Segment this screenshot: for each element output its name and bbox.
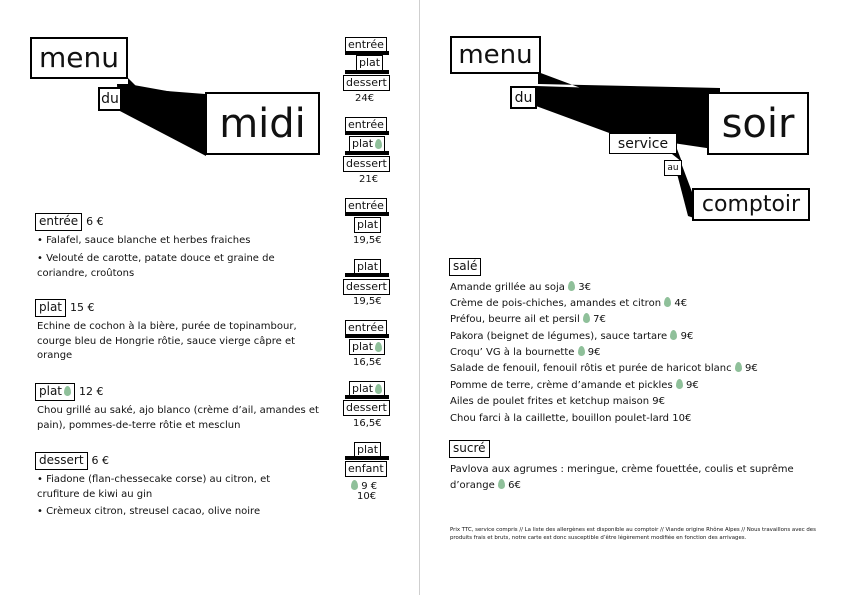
formula-6-dessert: dessert (343, 400, 390, 416)
leaf-icon (676, 379, 683, 389)
leaf-icon (735, 362, 742, 372)
title-soir-word: soir (707, 92, 809, 155)
section-entree-label: entrée (35, 213, 82, 231)
section-sale-label: salé (449, 258, 481, 276)
sale-item-7: Pomme de terre, crème d’amande et pickles 9€ (450, 380, 699, 391)
title-du-word: du (98, 87, 122, 111)
title-comptoir-word: comptoir (692, 188, 810, 221)
section-plat-price: 15 € (70, 301, 95, 315)
leaf-icon (664, 297, 671, 307)
formula-2-entree: entrée (345, 117, 387, 133)
formula-5-entree: entrée (345, 320, 387, 336)
leaf-icon (498, 479, 505, 489)
section-dessert-price: 6 € (91, 454, 110, 468)
leaf-icon (64, 386, 71, 396)
leaf-icon (375, 342, 382, 352)
sale-item-8: Ailes de poulet frites et ketchup maison 9€ (450, 396, 666, 407)
entree-item-1: • Falafel, sauce blanche et herbes fraiches (37, 235, 251, 246)
formula-3-price: 19,5€ (353, 235, 382, 246)
formula-3-plat: plat (354, 217, 381, 233)
title-menu-word: menu (30, 37, 128, 79)
formula-7-enfant: enfant (345, 461, 387, 477)
formula-2-plat-vg: plat (349, 136, 385, 152)
section-plat-vg-header (35, 383, 104, 401)
leaf-icon (568, 281, 575, 291)
leaf-icon (670, 330, 677, 340)
sale-item-2: Crème de pois-chiches, amandes et citron 4€ (450, 298, 688, 309)
section-plat-header (35, 299, 95, 317)
formula-2-dessert: dessert (343, 156, 390, 172)
plat-description: Echine de cochon à la bière, purée de topinambour, courge bleu de Hongrie rôtie, sauce vierge câpre et orange (37, 321, 297, 361)
formula-5-plat-vg: plat (349, 339, 385, 355)
title-service-word: service (609, 133, 677, 154)
formula-7-plat: plat (354, 442, 381, 458)
section-dessert-label: dessert (35, 452, 88, 470)
dessert-item-1: • Fiadone (flan-chessecake corse) au citron, et crufiture de kiwi au gin (37, 474, 271, 500)
title-midi-word: midi (205, 92, 320, 155)
sucre-item-line-1: Pavlova aux agrumes : meringue, crème fouettée, coulis et suprême (450, 464, 794, 475)
formula-2-price: 21€ (359, 174, 379, 185)
section-plat-vg-label: plat (35, 383, 75, 401)
formula-6-price: 16,5€ (353, 418, 382, 429)
sale-item-1: Amande grillée au soja 3€ (450, 282, 591, 293)
footer-note: Prix TTC, service compris // La liste des allergènes est disponible au comptoir // Viande origine Rhône Alpes // Nous travaillons avec des produits frais et bruts, notre carte est donc susceptible d’être légèrement modifiée en fonction des arrivages. (450, 527, 816, 541)
formula-4-price: 19,5€ (353, 296, 382, 307)
formula-4-dessert: dessert (343, 279, 390, 295)
title-menu-word-soir: menu (450, 36, 541, 74)
section-sucre-label: sucré (449, 440, 490, 458)
leaf-icon (583, 313, 590, 323)
formula-5-price: 16,5€ (353, 357, 382, 368)
formula-1-price: 24€ (355, 93, 375, 104)
dessert-item-2: • Crèmeux citron, streusel cacao, olive noire (37, 506, 261, 517)
title-du-word-soir: du (510, 86, 537, 109)
section-entree-header (35, 213, 104, 231)
section-dessert-header (35, 452, 109, 470)
section-plat-vg-price: 12 € (79, 385, 104, 399)
formula-1-dessert: dessert (343, 75, 390, 91)
plat-vg-description: Chou grillé au saké, ajo blanco (crème d’ail, amandes et pain), pommes-de-terre rôtie et mesclun (37, 405, 319, 431)
leaf-icon (351, 480, 358, 490)
formula-4-plat: plat (354, 259, 381, 275)
leaf-icon (375, 384, 382, 394)
sale-item-6: Salade de fenouil, fenouil rôtis et purée de haricot blanc 9€ (450, 363, 758, 374)
sucre-item-line-2: d’orange 6€ (450, 480, 521, 491)
formula-7-price-vg: 9 € (351, 480, 377, 492)
section-entree-price: 6 € (86, 215, 104, 229)
formula-3-entree: entrée (345, 198, 387, 214)
sale-item-9: Chou farci à la caillette, bouillon poulet-lard 10€ (450, 413, 692, 424)
sale-item-4: Pakora (beignet de légumes), sauce tartare 9€ (450, 331, 694, 342)
sale-item-3: Préfou, beurre ail et persil 7€ (450, 314, 606, 325)
formula-1-entree: entrée (345, 37, 387, 53)
formula-1-plat: plat (356, 55, 383, 71)
formula-6-plat-vg: plat (349, 381, 385, 397)
title-au-word: au (664, 160, 682, 176)
formula-7-price: 10€ (357, 491, 377, 502)
entree-item-2: • Velouté de carotte, patate douce et graine de coriandre, croûtons (37, 253, 275, 279)
section-sale-header (449, 258, 481, 276)
section-plat-label: plat (35, 299, 66, 317)
leaf-icon (375, 139, 382, 149)
section-sucre-header (449, 440, 490, 458)
leaf-icon (578, 346, 585, 356)
sale-item-5: Croqu’ VG à la bournette 9€ (450, 347, 601, 358)
